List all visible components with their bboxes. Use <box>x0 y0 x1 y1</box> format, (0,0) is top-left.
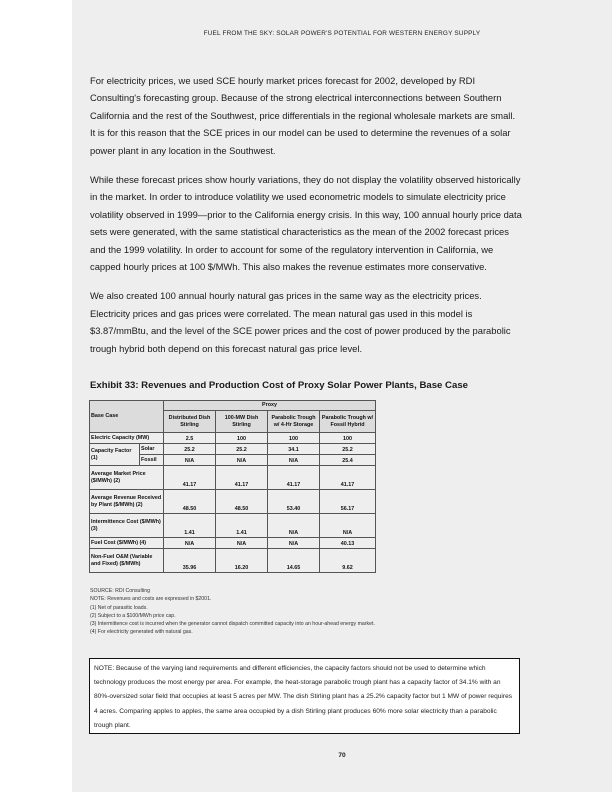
table-cell: 100 <box>268 433 320 444</box>
table-row <box>90 514 376 538</box>
column-header: Parabolic Trough w/ 4-Hr Storage <box>268 411 320 433</box>
running-header: FUEL FROM THE SKY: SOLAR POWER'S POTENTIAL FOR WESTERN ENERGY SUPPLY <box>203 30 481 37</box>
table-row <box>90 549 376 573</box>
paragraph: For electricity prices, we used SCE hourly market prices forecast for 2002, developed by RDI Consulting's forecasting group. Because of the strong electrical interconnections between Southern California and the rest of the Southwest, price differentials in the regional wholesale markets are small. It is for this reason that the SCE prices in our model can be used to determine the revenues of a solar power plant in any location in the Southwest. <box>90 75 516 156</box>
table-cell: 40.13 <box>320 538 376 549</box>
column-header: Parabolic Trough w/ Fossil Hybrid <box>320 411 376 433</box>
table-cell: 56.17 <box>320 490 376 514</box>
table-cell: 41.17 <box>268 466 320 490</box>
table-row <box>90 466 376 490</box>
table-cell: 1.41 <box>216 514 268 538</box>
footnote: (4) For electricity generated with natural gas. <box>90 629 193 636</box>
table-cell: 9.62 <box>320 549 376 573</box>
table-cell: 14.65 <box>268 549 320 573</box>
row-label: Average Market Price ($/MWh) (2) <box>90 466 164 490</box>
paragraph: We also created 100 annual hourly natural gas prices in the same way as the electricity prices. Electricity prices and gas prices were correlated. The mean natural gas used in this model is $3.87/mmBtu, and the level of the SCE power prices and the cost of power produced by the parabolic trough hybrid both depend on this forecast natural gas price level. <box>90 290 511 354</box>
table-row <box>90 433 376 444</box>
table-row <box>90 538 376 549</box>
table-cell: 25.2 <box>164 444 216 455</box>
row-label: Fuel Cost ($/MWh) (4) <box>90 538 164 549</box>
note-line: NOTE: Revenues and costs are expressed in $2001. <box>90 596 212 603</box>
table-cell: 35.96 <box>164 549 216 573</box>
table-header-row <box>90 401 376 411</box>
note-box: NOTE: Because of the varying land requirements and different efficiencies, the capacity factors should not be used to determine which technology produces the most energy per area. For example, the heat-storage parabolic trough plant has a capacity factor of 34.1% with an 80%-oversized solar field that occupies at least 5 acres per MW. The dish Stirling plant has a 25.2% capacity factor but 1 MW of power requires 4 acres. Comparing apples to apples, the same area occupied by a dish Stirling plant produces 60% more solar electricity than a parabolic trough plant. <box>89 658 520 734</box>
group-header: Proxy <box>164 401 376 411</box>
table-cell: 34.1 <box>268 444 320 455</box>
row-sublabel: Fossil <box>140 455 164 466</box>
footnote: (3) Intermittence cost is incurred when the generator cannot dispatch committed capacity into an hour-ahead energy market. <box>90 621 375 628</box>
table-row <box>90 490 376 514</box>
table-cell: N/A <box>268 455 320 466</box>
column-header: 100-MW Dish Stirling <box>216 411 268 433</box>
row-label: Non-Fuel O&M (Variable and Fixed) ($/MWh) <box>90 549 164 573</box>
table-cell: 25.4 <box>320 455 376 466</box>
table-row <box>90 444 376 455</box>
body-text <box>90 72 522 369</box>
table-cell: 2.5 <box>164 433 216 444</box>
table-cell: N/A <box>320 514 376 538</box>
table-cell: N/A <box>268 538 320 549</box>
table-cell: N/A <box>216 455 268 466</box>
row-sublabel: Solar <box>140 444 164 455</box>
source-note: SOURCE: RDI Consulting <box>90 588 150 594</box>
footnote: (1) Net of parasitic loads. <box>90 604 148 611</box>
row-label: Average Revenue Received by Plant ($/MWh) (2) <box>90 490 164 514</box>
table-cell: 100 <box>320 433 376 444</box>
table-cell: 1.41 <box>164 514 216 538</box>
footnote: (2) Subject to a $100/MWh price cap. <box>90 612 176 619</box>
exhibit-title: Exhibit 33: Revenues and Production Cost of Proxy Solar Power Plants, Base Case <box>90 380 468 391</box>
row-label: Capacity Factor (1) <box>90 444 140 466</box>
row-label: Intermittence Cost ($/MWh) (3) <box>90 514 164 538</box>
table-cell: N/A <box>216 538 268 549</box>
row-label: Electric Capacity (MW) <box>90 433 164 444</box>
paragraph: While these forecast prices show hourly variations, they do not display the volatility observed historically in the market. In order to introduce volatility we used econometric models to simulate electricity price volatility observed in 1999—prior to the California energy crisis. In this way, 100 annual hourly price data sets were generated, with the same statistical characteristics as the mean of the 2002 forecast prices and the 1999 volatility. In order to account for some of the regulatory intervention in California, we capped hourly prices at 100 $/MWh. This also makes the revenue estimates more conservative. <box>90 174 522 273</box>
table-cell: 48.50 <box>164 490 216 514</box>
table-cell: N/A <box>268 514 320 538</box>
table-cell: 25.2 <box>320 444 376 455</box>
table-cell: 41.17 <box>164 466 216 490</box>
table-cell: N/A <box>164 538 216 549</box>
table-cell: 41.17 <box>320 466 376 490</box>
page-number: 70 <box>338 752 346 759</box>
table-cell: 100 <box>216 433 268 444</box>
corner-label: Base Case <box>90 401 164 433</box>
table-cell: 25.2 <box>216 444 268 455</box>
exhibit-table <box>89 400 376 573</box>
table-cell: N/A <box>164 455 216 466</box>
table-cell: 48.50 <box>216 490 268 514</box>
column-header: Distributed Dish Stirling <box>164 411 216 433</box>
table-cell: 53.40 <box>268 490 320 514</box>
table-cell: 16.20 <box>216 549 268 573</box>
table-cell: 41.17 <box>216 466 268 490</box>
table-notes <box>90 587 510 637</box>
